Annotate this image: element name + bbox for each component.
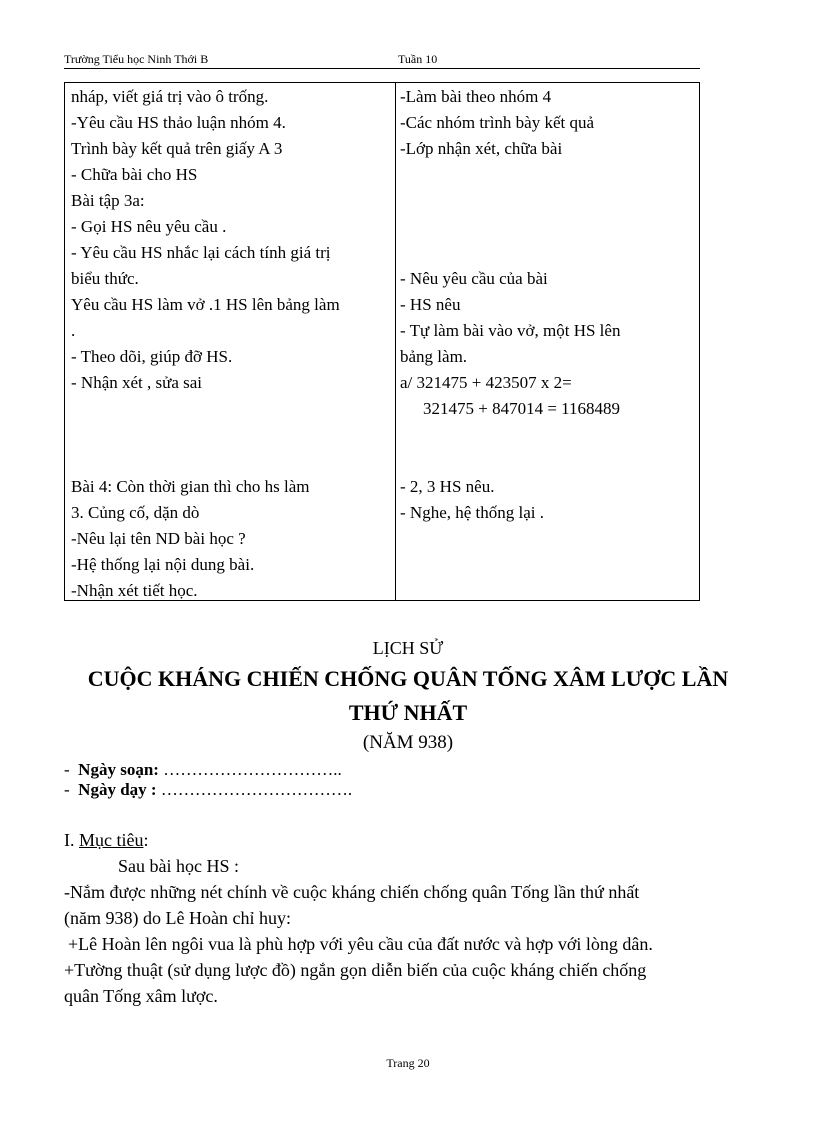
table-line: 3. Củng cố, dặn dò xyxy=(71,503,200,522)
page-header xyxy=(64,52,700,69)
prep-date-label: Ngày soạn: xyxy=(78,760,159,779)
teach-date-label: Ngày dạy : xyxy=(78,780,157,799)
subject-heading: LỊCH SỬ xyxy=(372,638,444,658)
table-line: 321475 + 847014 = 1168489 xyxy=(423,399,621,418)
table-line: - Yêu cầu HS nhắc lại cách tính giá trị xyxy=(71,243,331,262)
week-label: Tuần 10 xyxy=(398,52,438,66)
table-line: -Yêu cầu HS thảo luận nhóm 4. xyxy=(71,113,286,132)
table-line: - Nêu yêu cầu của bài xyxy=(400,269,548,288)
objective-line: (năm 938) do Lê Hoàn chỉ huy: xyxy=(64,908,291,928)
table-line: biểu thức. xyxy=(71,269,139,288)
lesson-title: CUỘC KHÁNG CHIẾN CHỐNG QUÂN TỐNG XÂM LƯỢC LẦN xyxy=(87,666,729,691)
table-line: Bài 4: Còn thời gian thì cho hs làm xyxy=(71,477,310,496)
teacher-activities-column xyxy=(65,83,396,600)
table-line: -Nêu lại tên ND bài học ? xyxy=(71,529,246,548)
bullet-dash: - xyxy=(64,760,70,779)
objectives-intro: Sau bài học HS : xyxy=(118,856,239,876)
prep-date-field xyxy=(64,760,342,780)
table-line: a/ 321475 + 423507 x 2= xyxy=(400,373,572,392)
table-line: Trình bày kết quả trên giấy A 3 xyxy=(71,139,283,158)
table-line: - Nghe, hệ thống lại . xyxy=(400,503,544,522)
objective-line: +Lê Hoàn lên ngôi vua là phù hợp với yêu cầu của đất nước và hợp với lòng dân. xyxy=(68,934,653,954)
table-line: nháp, viết giá trị vào ô trống. xyxy=(71,87,269,106)
table-line: - Gọi HS nêu yêu cầu . xyxy=(71,217,227,236)
table-line: - Theo dõi, giúp đỡ HS. xyxy=(71,347,233,366)
lesson-year: (NĂM 938) xyxy=(362,732,454,753)
objective-line: quân Tống xâm lược. xyxy=(64,986,218,1006)
table-line: -Nhận xét tiết học. xyxy=(71,581,198,600)
section-title: Mục tiêu xyxy=(79,830,144,850)
table-line: -Hệ thống lại nội dung bài. xyxy=(71,555,255,574)
prep-date-value: ………………………….. xyxy=(163,760,342,779)
lesson-title-continued: THỨ NHẤT xyxy=(348,700,468,725)
objective-line: -Nắm được những nét chính về cuộc kháng chiến chống quân Tống lần thứ nhất xyxy=(64,882,640,902)
lesson-table xyxy=(64,82,700,601)
section-number: I. xyxy=(64,830,75,850)
table-line: Yêu cầu HS làm vở .1 HS lên bảng làm xyxy=(71,295,340,314)
table-line: - 2, 3 HS nêu. xyxy=(400,477,495,496)
objective-line: +Tường thuật (sử dụng lược đồ) ngắn gọn diễn biến của cuộc kháng chiến chống xyxy=(64,960,647,980)
page-number: Trang 20 xyxy=(386,1056,430,1070)
table-line: - Chữa bài cho HS xyxy=(71,165,198,184)
table-line: bảng làm. xyxy=(400,347,468,366)
table-line: -Lớp nhận xét, chữa bài xyxy=(400,139,563,158)
teach-date-field xyxy=(64,780,352,800)
section-heading xyxy=(64,830,149,851)
table-line: . xyxy=(71,321,76,340)
section-colon: : xyxy=(143,830,149,850)
table-line: -Làm bài theo nhóm 4 xyxy=(400,87,552,106)
school-name: Trường Tiểu học Ninh Thới B xyxy=(64,52,209,66)
table-line: - HS nêu xyxy=(400,295,461,314)
table-line: -Các nhóm trình bày kết quả xyxy=(400,113,595,132)
teach-date-value: ……………………………. xyxy=(160,780,353,799)
bullet-dash: - xyxy=(64,780,70,799)
table-line: Bài tập 3a: xyxy=(71,191,145,210)
table-line: - Tự làm bài vào vở, một HS lên xyxy=(400,321,621,340)
table-line: - Nhận xét , sửa sai xyxy=(71,373,203,392)
student-activities-column xyxy=(396,83,699,600)
